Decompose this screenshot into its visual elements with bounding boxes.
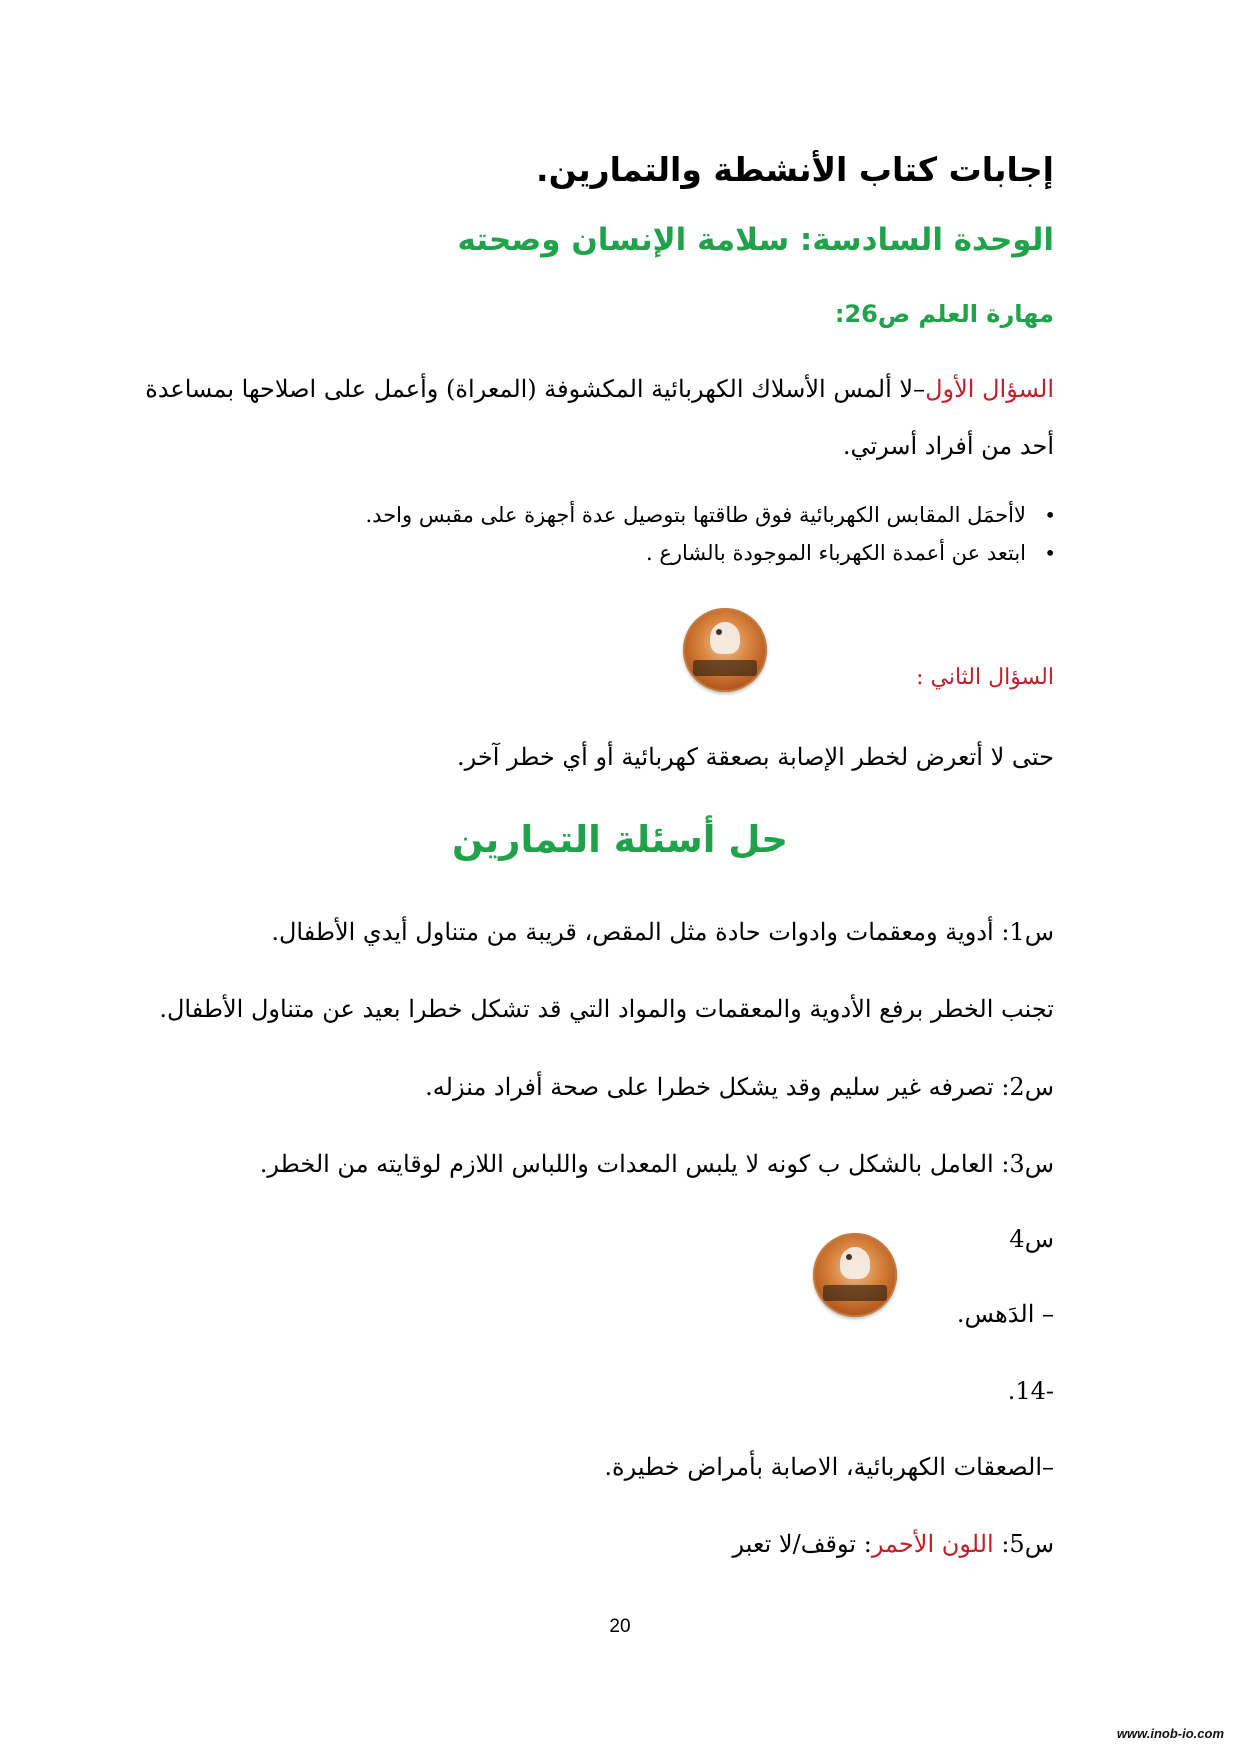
exercise-5-red-text: اللون الأحمر xyxy=(871,1530,994,1558)
question-2-label: السؤال الثاني : xyxy=(916,665,1054,690)
list-item: • لاأحمَل المقابس الكهربائية فوق طاقتها بتوصيل عدة أجهزة على مقبس واحد. xyxy=(366,496,1027,534)
question-1-text: –لا ألمس الأسلاك الكهربائية المكشوفة (المعراة) وأعمل على اصلاحها بمساعدة xyxy=(145,375,926,403)
exercise-4-item-b: -14. xyxy=(1007,1377,1054,1405)
bird-icon xyxy=(710,622,740,654)
exercise-4-item-c: –الصعقات الكهربائية، الاصابة بأمراض خطيرة. xyxy=(604,1453,1054,1481)
question-1-label: السؤال الأول xyxy=(925,375,1054,403)
exercise-1-answer: تجنب الخطر برفع الأدوية والمعقمات والمواد التي قد تشكل خطرا بعيد عن متناول الأطفال. xyxy=(159,995,1054,1023)
footer-url: www.inob-io.com xyxy=(1116,1726,1224,1741)
unit-heading: الوحدة السادسة: سلامة الإنسان وصحته xyxy=(457,222,1054,258)
exercise-1: س1: أدوية ومعقمات وادوات حادة مثل المقص، قريبة من متناول أيدي الأطفال. xyxy=(271,918,1054,946)
exercises-heading: حل أسئلة التمارين xyxy=(451,818,789,861)
exercise-5 xyxy=(200,1530,1054,1558)
page-number: 20 xyxy=(609,1616,631,1637)
bird-icon xyxy=(840,1247,870,1279)
exercise-2: س2: تصرفه غير سليم وقد يشكل خطرا على صحة أفراد منزله. xyxy=(425,1073,1054,1101)
exercise-4-item-a: – الدَهس. xyxy=(956,1300,1054,1328)
question-1-line xyxy=(145,375,1054,403)
skill-heading: مهارة العلم ص26: xyxy=(834,300,1054,328)
exercise-3: س3: العامل بالشكل ب كونه لا يلبس المعدات واللباس اللازم لوقايته من الخطر. xyxy=(259,1150,1054,1178)
exercise-5-suffix: : توقف/لا تعبر xyxy=(732,1530,872,1558)
bullet-list xyxy=(366,496,1055,572)
exercise-5-prefix: س5: xyxy=(993,1530,1054,1558)
question-2-answer: حتى لا أتعرض لخطر الإصابة بصعقة كهربائية أو أي خطر آخر. xyxy=(456,743,1054,771)
question-1-continuation: أحد من أفراد أسرتي. xyxy=(842,432,1054,460)
list-item: • ابتعد عن أعمدة الكهرباء الموجودة بالشارع . xyxy=(366,534,1027,572)
page-title: إجابات كتاب الأنشطة والتمارين. xyxy=(536,150,1054,189)
exercise-4: س4 xyxy=(1009,1225,1054,1253)
logo-band xyxy=(823,1285,887,1301)
